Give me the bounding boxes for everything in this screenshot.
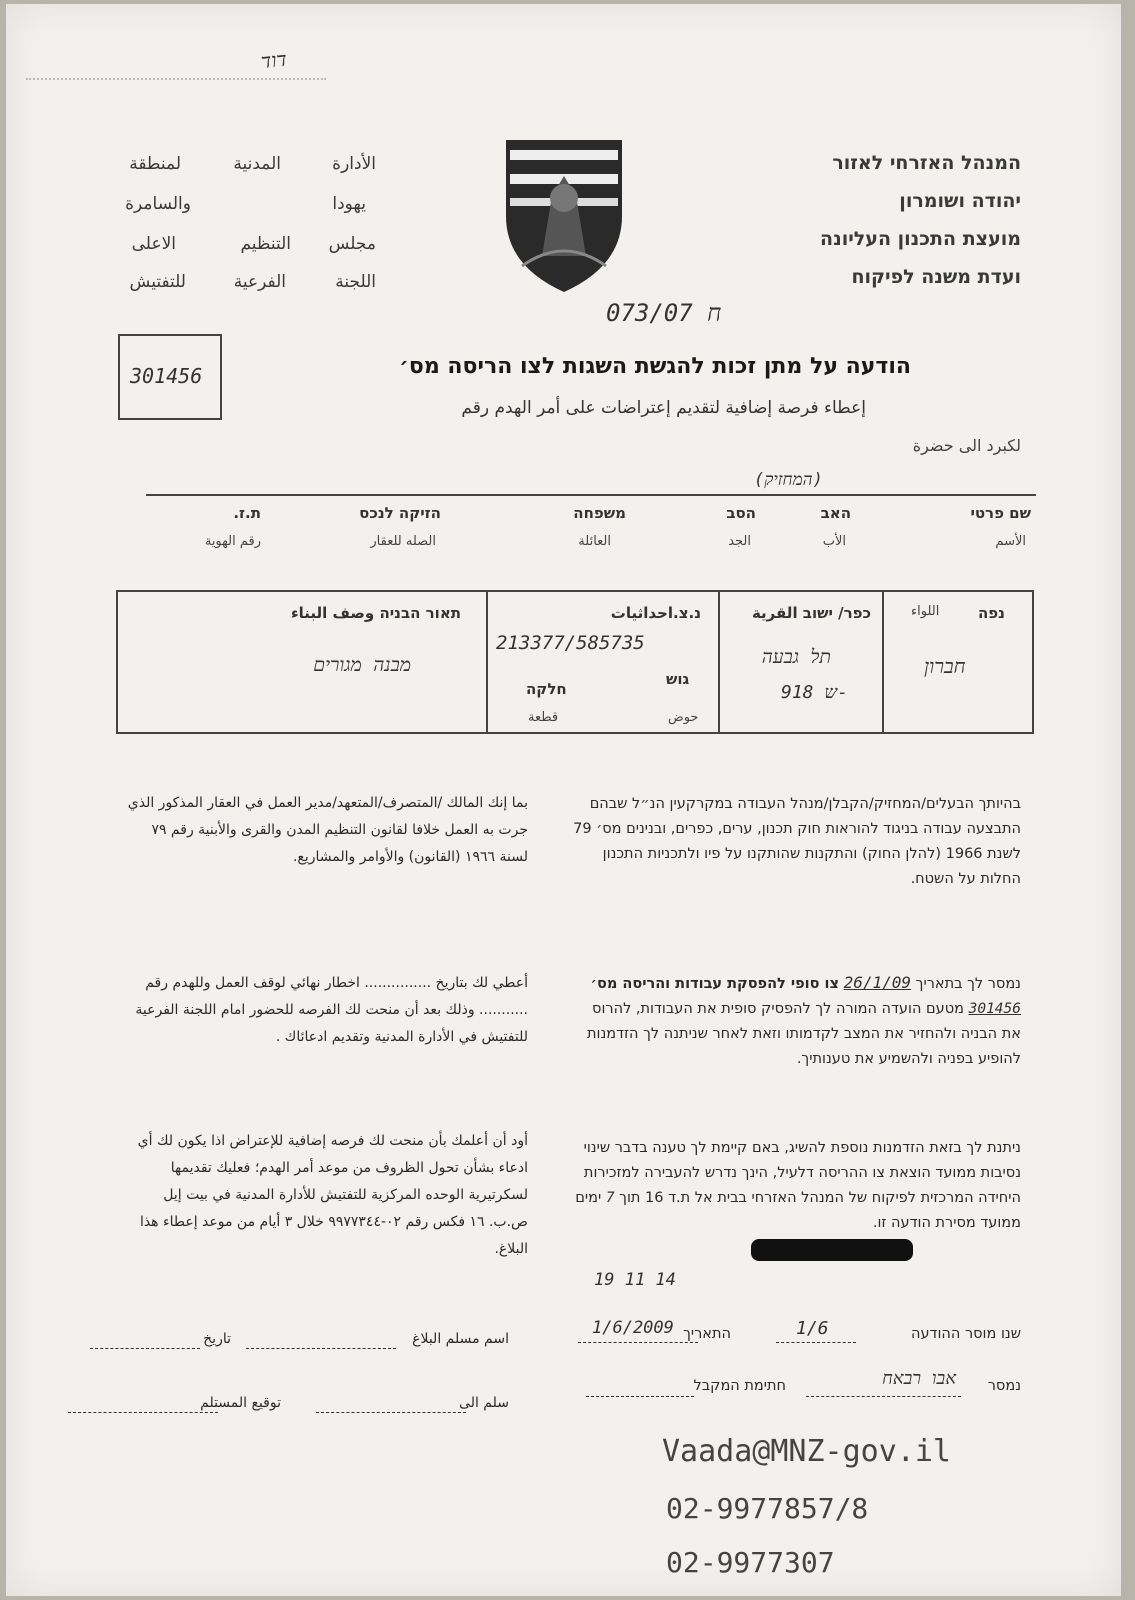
p2-date: 26/1/09 (843, 973, 912, 992)
addressee-label: لكبرد الى حضرة (912, 436, 1021, 455)
nafa-value: חברון (924, 654, 966, 678)
top-dotted-line (26, 78, 326, 80)
hebrew-paragraph-3 (571, 1136, 1021, 1236)
nafa-label: נפה (978, 604, 1005, 622)
date-label: התאריך (683, 1326, 731, 1342)
p3-days-b: ימים ממועד מסירת הודעה זו. (575, 1190, 1021, 1231)
arabic-paragraph-1: بما إنك المالك /المتصرف/المتعهد/مدير العمل في العقار المذكور الذي جرت به العمل خلافا لقانون التنظيم المدن والقرى والأبنية رقم ٧٩ لسنة ١٩٦٦ (القانون) والأوامر والمشاريع. (127, 795, 528, 865)
deliverer-line (806, 1396, 961, 1397)
description-value: מבנה מגורים (313, 654, 411, 676)
header-ar-r1-b: المدنية (233, 154, 281, 174)
date-value: 1/6/2009 (592, 1318, 674, 1338)
location-table (116, 590, 1034, 734)
header-father-ar: الأب (822, 534, 846, 549)
hebrew-paragraph-2 (571, 970, 1021, 1072)
delivery-date-label: שנו מוסר ההודעה (910, 1326, 1021, 1342)
description-label: תאור הבניה وصف البناء (291, 604, 461, 622)
hebrew-paragraph-1: בהיותך הבעלים/המחזיק/הקבלן/מנהל העבודה במקרקעין הנ״ל שבהם התבצעה עבודה בניגוד להוראות חוק תכנון, ערים, כפרים, ובנינים מס׳ 79 לשנת 1966 (להלן החוק) והתקנות שהותקנו על פיו ולתכניות התכנון החלות על השטח. (573, 796, 1021, 887)
header-ar-r1-a: الأدارة (332, 154, 376, 174)
notice-title-hebrew: הודעה על מתן זכות להגשת השגות לצו הריסה מס׳ (399, 354, 911, 379)
gush-label: גוש (666, 670, 690, 688)
header-relation-ar: الصله للعقار (370, 534, 436, 549)
coords-value: 213377/585735 (496, 632, 645, 654)
document-page (6, 4, 1121, 1596)
deliverer-name-label-ar: اسم مسلم البلاغ (412, 1331, 509, 1347)
arabic-paragraph-2: أعطي لك بتاريخ ............... اخطار نهائي لوقف العمل وللهدم رقم ........... وذلك بعد أن منحت لك الفرصه للحضور امام اللجنة الفرعية للتفتيش في الأدارة المدنية وتقديم ادعائاك . (135, 975, 528, 1045)
contact-email: Vaada@MNZ-gov.il (662, 1434, 951, 1469)
handwritten-numbers: 19 11 14 (594, 1270, 676, 1290)
helka-label-ar: قطعة (528, 710, 559, 725)
p2-order: צו סופי להפסקת עבודות והריסה מס׳ (590, 976, 840, 992)
p2-number: 301456 (968, 1001, 1021, 1017)
file-number: 073/07 ח (606, 299, 722, 327)
nafa-label-ar: اللواء (911, 604, 940, 619)
arabic-paragraph-3: أود أن أعلمك بأن منحت لك فرصه إضافية للإعتراض اذا يكون لك أي ادعاء بشأن تحول الظروف من موعد أمر الهدم؛ فعليك تقديمها لسكرتيرية الوحده المركزية للتفتيش للأدارة المدنية في بيت إيل ص.ب. ١٦ فكس رقم ٠٢-٩٩٧٧٣٤٤ خلال ٣ أيام من موعد إعطاء هذا البلاغ. (137, 1133, 528, 1257)
p3-days-a: תוך (619, 1190, 641, 1206)
header-ar-r3-b: التنظيم (240, 234, 291, 254)
header-family: משפחה (573, 504, 626, 522)
header-ar-r2-a: يهودا (332, 194, 366, 214)
p2-rest: מטעם הועדה המורה לך להפסיק סופית את העבודות, להרוס את הבניה ולהחזיר את המצב לקדמותו וזאת לאחר שניתנה לך הזדמנות להופיע בפניה ולהשמיע את טענותיך. (586, 1001, 1021, 1067)
contact-phone-1: 02-9977857/8 (666, 1492, 869, 1525)
header-he-line-2: יהודה ושומרון (899, 190, 1021, 212)
recipient-signature-label: חתימת המקבל (693, 1378, 786, 1394)
p3-main: ניתנת לך בזאת הזדמנות נוספת להשיג, באם קיימת לך טענה בדבר שינוי נסיבות ממועד הוצאת צו ההריסה דלעיל, הינך נדרש להעבירה למזכירות היחידה המרכזית לפיקוח של המנהל האזרחי בבית אל ת.ד 16 (583, 1140, 1021, 1206)
header-he-line-4: ועדת משנה לפיקוח (851, 266, 1021, 288)
header-ar-r1-c: لمنطقة (129, 154, 181, 174)
loc-divider-1 (882, 590, 884, 732)
deliverer-label: נמסר (987, 1378, 1021, 1394)
deliverer-value: אבו רבאח (882, 1368, 956, 1389)
loc-divider-2 (718, 590, 720, 732)
header-ar-r2-b: والسامرة (125, 194, 191, 214)
stamp-box (118, 334, 222, 420)
helka-label: חלקה (526, 680, 567, 698)
plot-value: 918 ש- (781, 682, 848, 703)
recipient-top-rule (146, 494, 1036, 496)
delivered-to-line-ar (316, 1412, 466, 1413)
date-label-ar: تاريخ (203, 1331, 231, 1347)
header-ar-r3-a: مجلس (328, 234, 376, 254)
header-father: האב (820, 504, 851, 522)
delivery-date-value: 1/6 (796, 1318, 829, 1339)
header-id-ar: رقم الهوية (204, 534, 261, 549)
header-grandfather: הסב (726, 504, 756, 522)
header-ar-r4-b: الفرعية (233, 272, 286, 292)
redaction-bar (751, 1239, 913, 1261)
contact-phone-2: 02-9977307 (666, 1546, 835, 1579)
top-handwritten-mark: דוד (259, 46, 288, 74)
header-id: ת.ז. (233, 504, 261, 522)
village-value: תל גבעה (761, 646, 831, 668)
gush-label-ar: حوض (668, 710, 699, 725)
coords-label: נ.צ.احداثيات (610, 604, 701, 622)
header-ar-r3-c: الاعلى (131, 234, 176, 254)
notice-title-arabic: إعطاء فرصة إضافية لتقديم إعتراضات على أمر الهدم رقم (461, 398, 866, 418)
receiver-signature-label-ar: توقيع المستلم (200, 1395, 281, 1411)
date-line (578, 1342, 698, 1343)
stamp-number: 301456 (130, 364, 203, 388)
header-first-name-ar: الأسم (995, 534, 1026, 549)
header-relation: הזיקה לנכס (359, 504, 441, 522)
loc-divider-3 (486, 590, 488, 732)
header-grandfather-ar: الجد (728, 534, 751, 549)
header-first-name: שם פרטי (970, 504, 1031, 522)
header-family-ar: العائلة (578, 534, 611, 549)
header-ar-r4-c: للتفتيش (129, 272, 186, 292)
p3-days-value: 7 (605, 1190, 615, 1206)
delivery-date-line (776, 1342, 856, 1343)
recipient-handwritten: (המחזיק) (754, 470, 823, 490)
deliverer-name-line-ar (246, 1348, 396, 1349)
header-ar-r4-a: اللجنة (335, 272, 376, 292)
header-he-line-1: המנהל האזרחי לאזור (832, 152, 1021, 174)
date-line-ar (90, 1348, 200, 1349)
coat-of-arms-icon (502, 136, 626, 296)
recipient-signature-line (586, 1396, 694, 1397)
delivered-to-label-ar: سلم الى (459, 1395, 509, 1411)
p2-intro: נמסר לך בתאריך (915, 976, 1021, 992)
receiver-signature-line-ar (68, 1412, 218, 1413)
header-hebrew (721, 144, 1021, 296)
header-arabic (116, 154, 376, 314)
village-label: כפר/ ישוב القرية (751, 604, 871, 622)
header-he-line-3: מועצת התכנון העליונה (820, 228, 1021, 250)
